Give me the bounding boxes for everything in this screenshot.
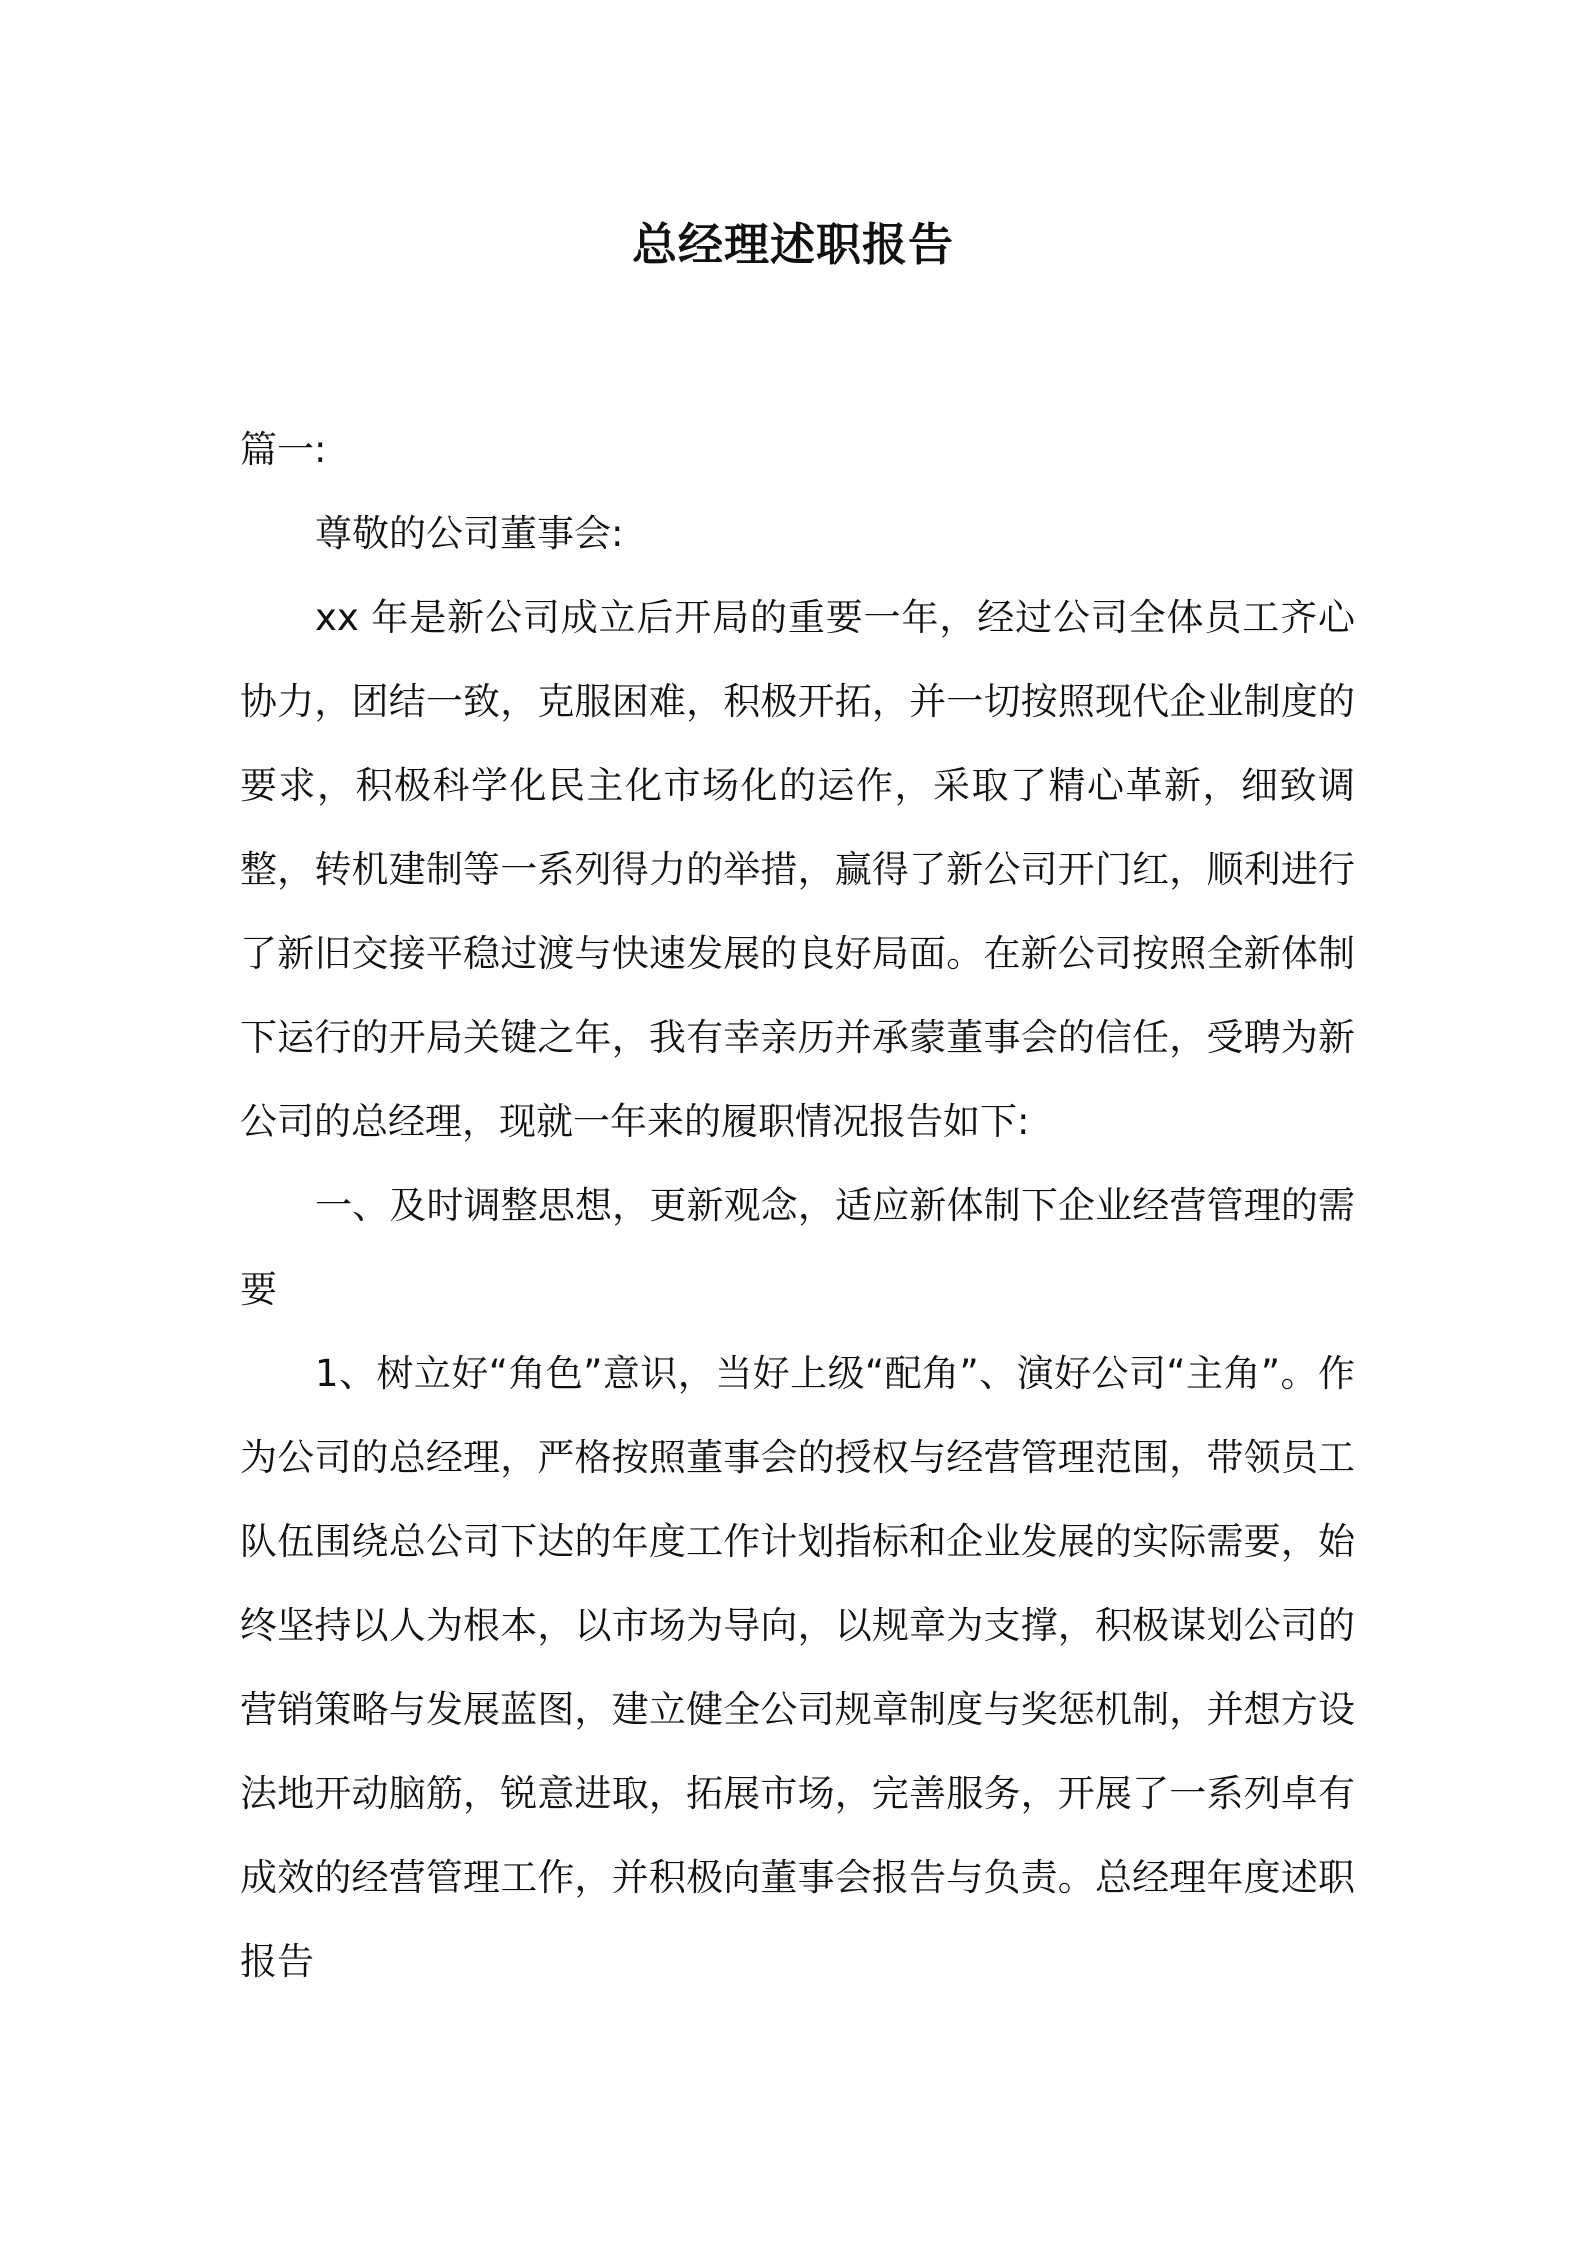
section-label: 篇一: [240,428,327,471]
paragraph-role-awareness: 1、树立好“角色”意识，当好上级“配角”、演好公司“主角”。作为公司的总经理，严格按照董事会的授权与经营管理范围，带领员工队伍围绕总公司下达的年度工作计划指标和企业发展的实际需要，始终坚持以人为根本，以市场为导向，以规章为支撑，积极谋划公司的营销策略与发展蓝图，建立健全公司规章制度与奖惩机制，并想方设法地开动脑筋，锐意进取，拓展市场，完善服务，开展了一系列卓有成效的经营管理工作，并积极向董事会报告与负责。总经理年度述职报告 [240,1352,1355,1983]
section-heading-one: 一、及时调整思想，更新观念，适应新体制下企业经营管理的需要 [240,1184,1355,1311]
salutation: 尊敬的公司董事会: [315,512,624,555]
document-title: 总经理述职报告 [631,218,954,271]
paragraph-intro: xx 年是新公司成立后开局的重要一年，经过公司全体员工齐心协力，团结一致，克服困难，积极开拓，并一切按照现代企业制度的要求，积极科学化民主化市场化的运作，采取了精心革新，细致调整，转机建制等一系列得力的举措，赢得了新公司开门红，顺利进行了新旧交接平稳过渡与快速发展的良好局面。在新公司按照全新体制下运行的开局关键之年，我有幸亲历并承蒙董事会的信任，受聘为新公司的总经理，现就一年来的履职情况报告如下: [240,596,1355,1143]
document-body [240,408,1355,2004]
